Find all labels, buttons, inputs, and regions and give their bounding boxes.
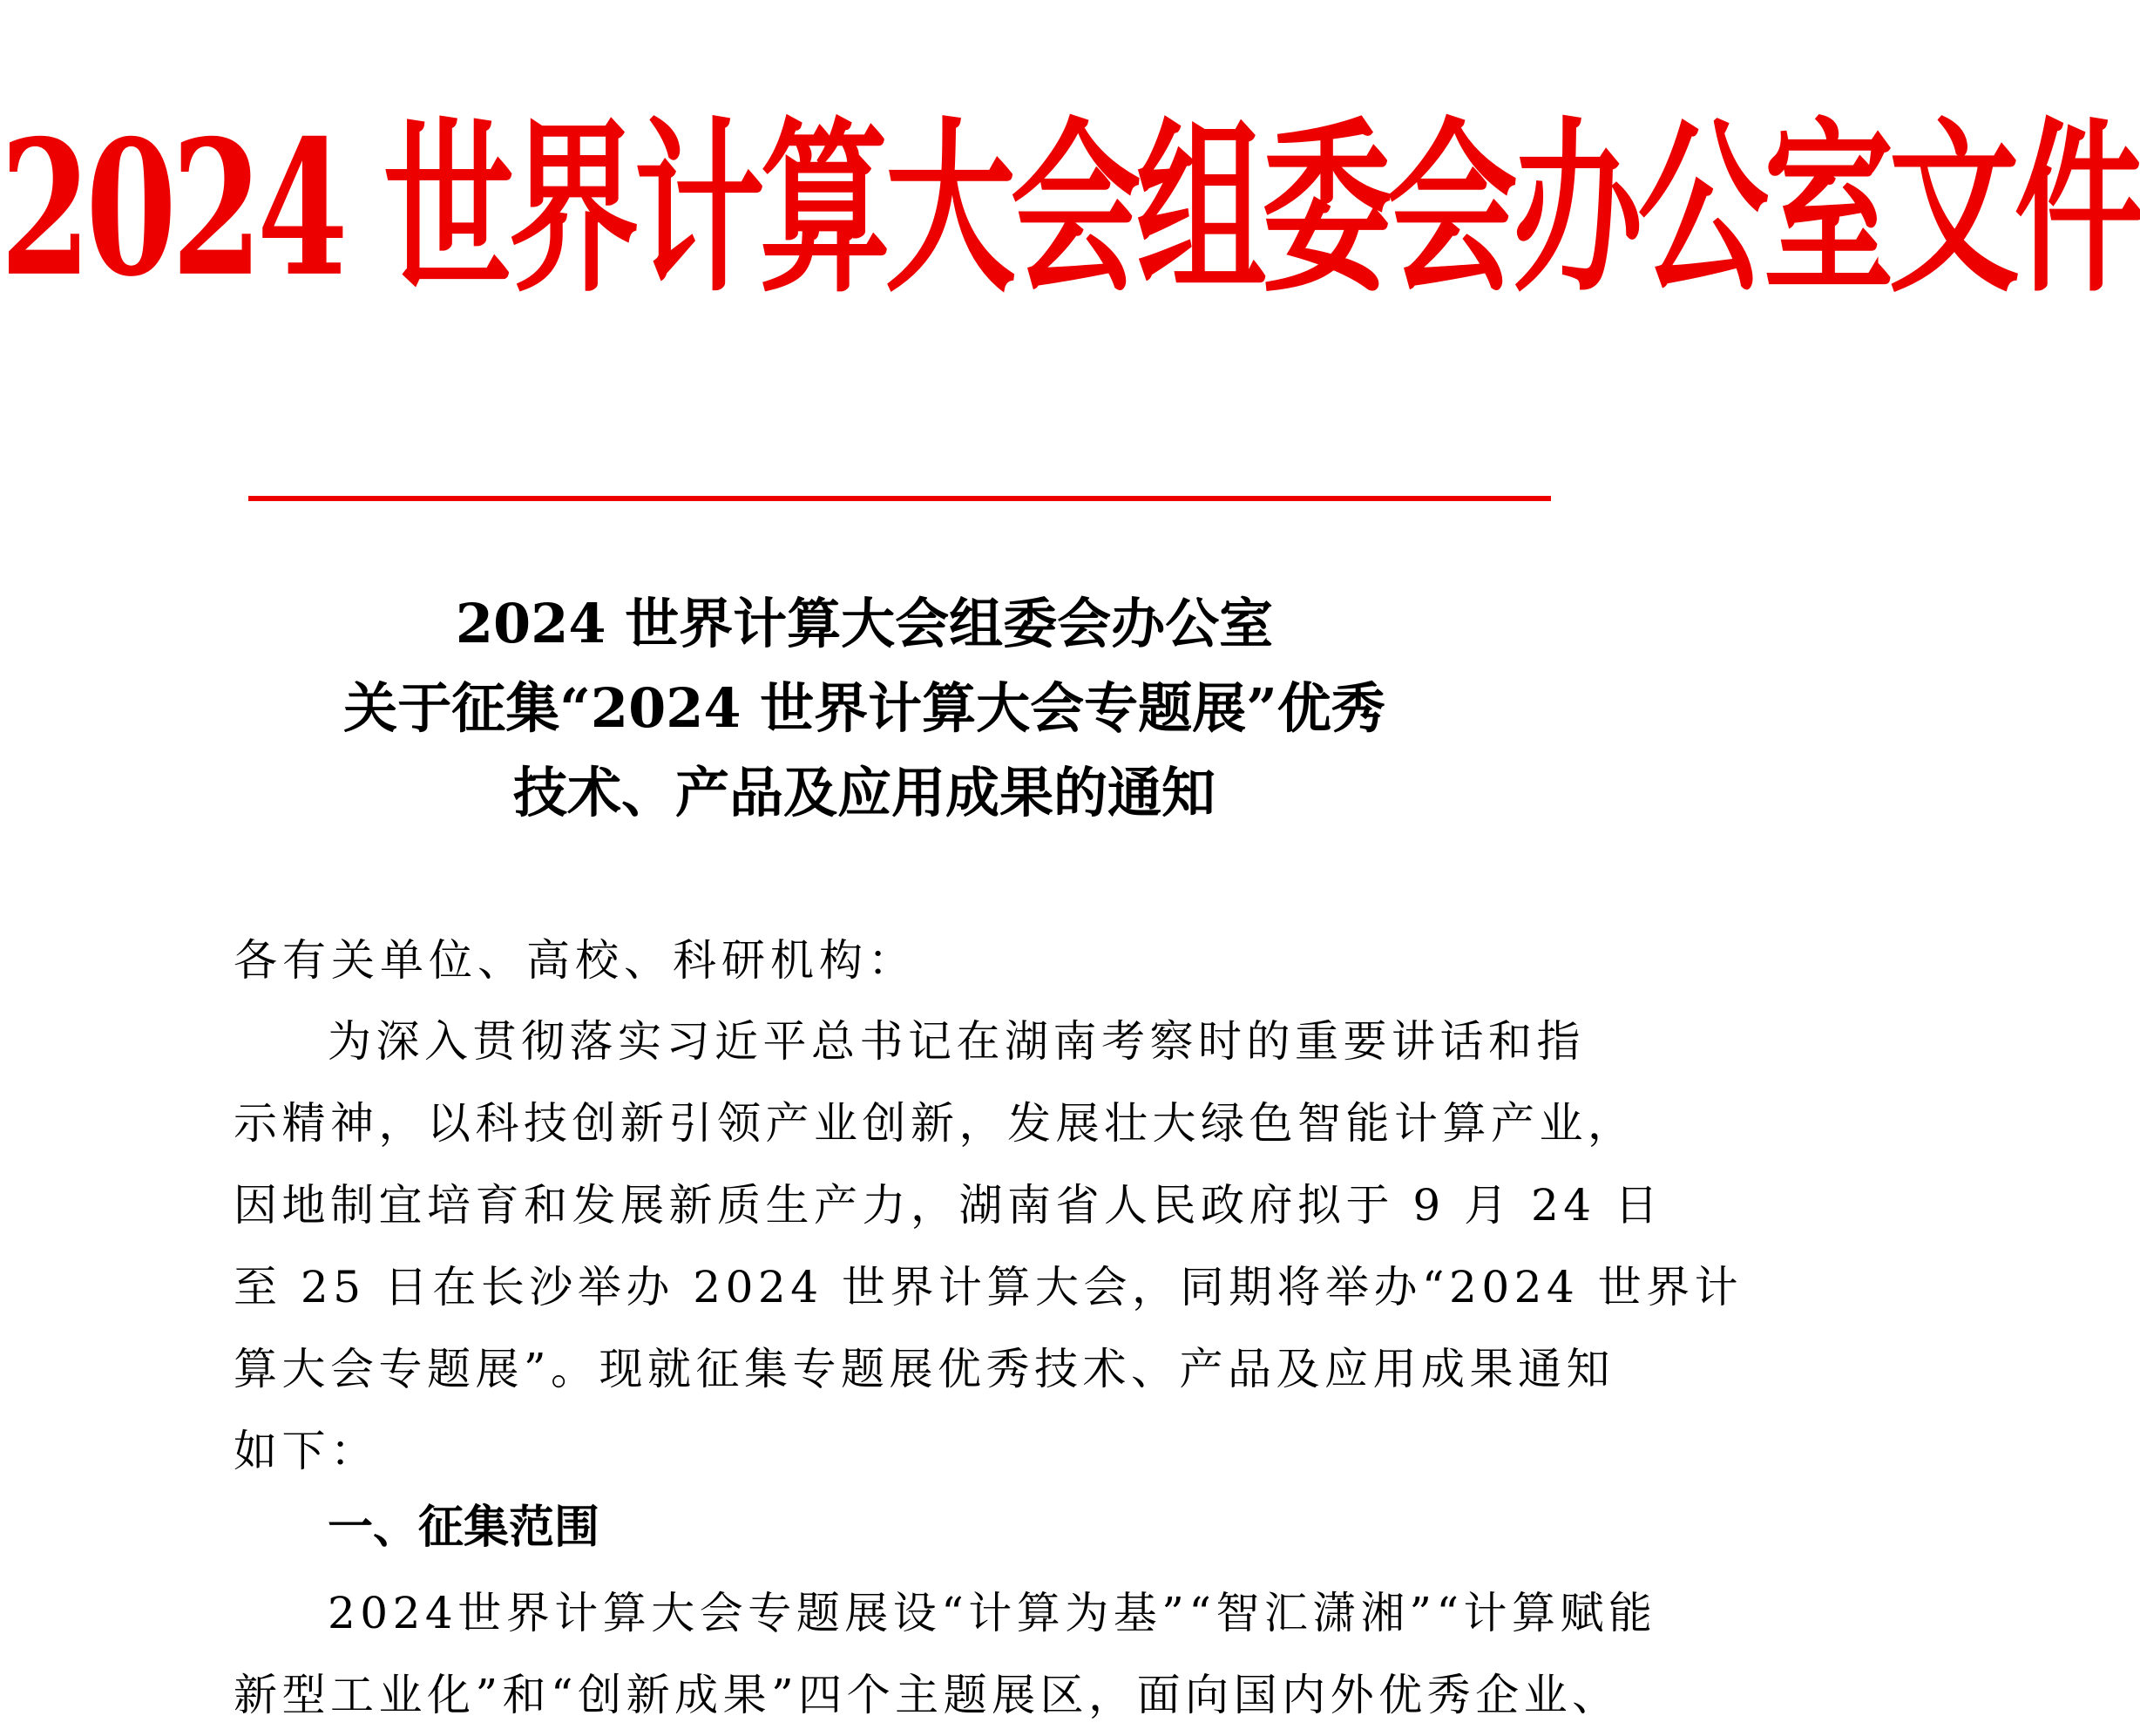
- paragraph-line: 新型工业化”和“创新成果”四个主题展区，面向国内外优秀企业、: [234, 1670, 1621, 1720]
- paragraph-line: 为深入贯彻落实习近平总书记在湖南考察时的重要讲话和指: [328, 1016, 1585, 1067]
- paragraph-line: 算大会专题展”。现就征集专题展优秀技术、产品及应用成果通知: [234, 1344, 1615, 1394]
- paragraph-1: [234, 1000, 1744, 1492]
- document-title: [0, 581, 1729, 835]
- paragraph-line: 2024世界计算大会专题展设“计算为基”“智汇潇湘”“计算赋能: [328, 1588, 1657, 1638]
- paragraph-line: 如下：: [234, 1426, 379, 1476]
- paragraph-line: 因地制宜培育和发展新质生产力，湖南省人民政府拟于 9 月 24 日: [234, 1180, 1663, 1231]
- red-divider-line: [248, 496, 1551, 501]
- section-heading-1: 一、征集范围: [328, 1502, 600, 1554]
- salutation: 各有关单位、高校、科研机构：: [234, 935, 917, 986]
- title-line-3: 技术、产品及应用成果的通知: [512, 761, 1216, 824]
- title-line-2: 关于征集“2024 世界计算大会专题展”优秀: [343, 676, 1385, 740]
- title-line-1: 2024 世界计算大会组委会办公室: [455, 592, 1274, 655]
- paragraph-line: 示精神，以科技创新引领产业创新，发展壮大绿色智能计算产业，: [234, 1098, 1636, 1149]
- masthead-title: 2024 世界计算大会组委会办公室文件: [0, 100, 2140, 318]
- paragraph-2: [234, 1572, 1657, 1736]
- paragraph-line: 至 25 日在长沙举办 2024 世界计算大会，同期将举办“2024 世界计: [234, 1262, 1744, 1312]
